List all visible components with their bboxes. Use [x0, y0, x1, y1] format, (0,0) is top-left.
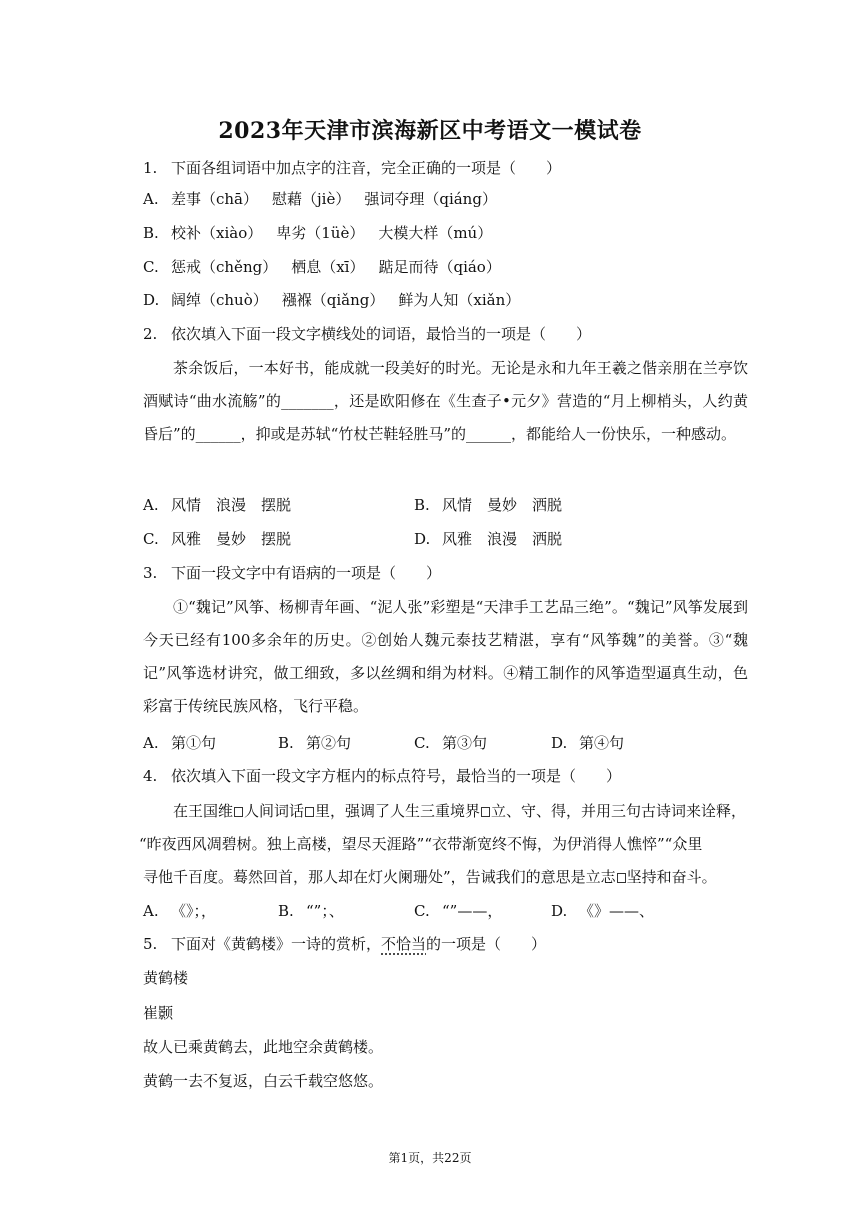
question-4: [143, 766, 621, 786]
option-part: 慰藉（jiè）: [272, 190, 351, 208]
question-number: 4.: [143, 767, 158, 785]
question-stem: 下面一段文字中有语病的一项是（ ）: [171, 564, 442, 582]
q3-option-b: [278, 733, 351, 753]
question-number: 5.: [143, 935, 158, 953]
passage-text: 人间词话: [244, 802, 305, 820]
option-text: 风雅 浪漫 洒脱: [442, 530, 563, 548]
q2-option-d: [414, 529, 562, 549]
question-2: [143, 324, 591, 344]
option-label: A.: [143, 190, 159, 208]
question-number: 3.: [143, 564, 158, 582]
question-stem: 依次填入下面一段文字方框内的标点符号，最恰当的一项是（ ）: [171, 767, 622, 785]
option-part: 惩戒（chěng）: [171, 258, 278, 276]
option-part: 踮足而待（qiáo）: [378, 258, 501, 276]
question-stem: 下面对《黄鹤楼》一诗的赏析，: [171, 935, 382, 953]
q1-option-d: [143, 290, 520, 310]
question-stem: 的一项是（ ）: [426, 935, 547, 953]
option-text: 风情 曼妙 洒脱: [442, 496, 563, 514]
option-label: D.: [143, 291, 160, 309]
option-part: 卑劣（1üè）: [276, 224, 365, 242]
option-label: D.: [551, 902, 568, 920]
q2-option-c: [143, 529, 291, 549]
q3-passage: ①“魏记”风筝、杨柳青年画、“泥人张”彩塑是“天津手工艺品三绝”。“魏记”风筝发展到今天已经有100多余年的历史。②创始人魏元泰技艺精湛，享有“风筝魏”的美誉。③“魏记”风筝选材讲究，做工细致，多以丝绸和绢为材料。④精工制作的风筝造型逼真生动，色彩富于传统民族风格，飞行平稳。: [143, 598, 748, 715]
question-number: 1.: [143, 159, 158, 177]
question-5: [143, 934, 546, 954]
option-label: B.: [414, 496, 430, 514]
option-label: A.: [143, 496, 159, 514]
q2-passage: 茶余饭后，一本好书，能成就一段美好的时光。无论是永和九年王羲之偕亲朋在兰亭饮酒赋诗“曲水流觞”的_______，还是欧阳修在《生查子•元夕》营造的“月上柳梢头，人约黄昏后”的______，抑或是苏轼“竹杖芒鞋轻胜马”的______，都能给人一份快乐，一种感动。: [143, 359, 748, 443]
option-label: A.: [143, 902, 159, 920]
poem-line: 黄鹤一去不复返，白云千载空悠悠。: [143, 1072, 384, 1090]
option-text: 风雅 曼妙 摆脱: [171, 530, 292, 548]
punctuation-box: [617, 873, 626, 883]
option-label: C.: [414, 734, 430, 752]
punctuation-box: [305, 807, 314, 817]
question-3: [143, 563, 441, 583]
question-stem: 依次填入下面一段文字横线处的词语，最恰当的一项是（ ）: [171, 325, 592, 343]
option-label: B.: [278, 902, 294, 920]
option-label: D.: [551, 734, 568, 752]
option-label: A.: [143, 734, 159, 752]
q4-option-a: [143, 901, 216, 921]
option-text: “”；、: [306, 902, 344, 920]
punctuation-box: [481, 807, 490, 817]
q1-option-a: [143, 189, 497, 209]
option-label: C.: [143, 530, 159, 548]
q3-option-a: [143, 733, 216, 753]
option-part: 栖息（xī）: [291, 258, 365, 276]
q4-passage-line-1: [173, 801, 746, 821]
punctuation-box: [234, 807, 243, 817]
option-text: 第①句: [171, 734, 217, 752]
passage-text: 在王国维: [173, 802, 234, 820]
q1-option-c: [143, 257, 501, 277]
poem-line: 故人已乘黄鹤去，此地空余黄鹤楼。: [143, 1038, 384, 1056]
q4-option-b: [278, 901, 344, 921]
q4-passage-line-3: [143, 867, 717, 887]
option-text: 第②句: [306, 734, 352, 752]
option-label: C.: [414, 902, 430, 920]
page-footer: 第1页，共22页: [388, 1151, 472, 1165]
option-label: B.: [143, 224, 159, 242]
emphasis-dotted: 不恰当: [381, 935, 427, 953]
passage-text: 里，强调了人生三重境界: [315, 802, 481, 820]
q2-option-b: [414, 495, 562, 515]
option-part: 鲜为人知（xiǎn）: [398, 291, 521, 309]
q2-option-a: [143, 495, 291, 515]
question-1: [143, 158, 561, 178]
option-text: 第③句: [442, 734, 488, 752]
q3-option-d: [551, 733, 624, 753]
option-text: “”——，: [442, 902, 503, 920]
option-part: 大模大样（mú）: [378, 224, 493, 242]
poem-author: 崔颢: [143, 1004, 174, 1022]
question-number: 2.: [143, 325, 158, 343]
option-text: 第④句: [579, 734, 625, 752]
option-text: 风情 浪漫 摆脱: [171, 496, 292, 514]
passage-text: 寻他千百度。蓦然回首，那人却在灯火阑珊处”，告诫我们的意思是立志: [143, 868, 616, 886]
option-part: 校补（xiào）: [171, 224, 263, 242]
option-part: 强词夺理（qiáng）: [364, 190, 497, 208]
passage-text: 坚持和奋斗。: [626, 868, 717, 886]
page-title: 2023年天津市滨海新区中考语文一模试卷: [218, 118, 642, 144]
option-label: B.: [278, 734, 294, 752]
option-part: 襁褓（qiǎng）: [281, 291, 385, 309]
option-label: D.: [414, 530, 431, 548]
poem-title: 黄鹤楼: [143, 969, 189, 987]
q1-option-b: [143, 223, 492, 243]
q4-passage-line-2: “昨夜西风凋碧树。独上高楼，望尽天涯路”“衣带渐宽终不悔，为伊消得人憔悴”“众里: [139, 835, 703, 853]
q3-option-c: [414, 733, 487, 753]
option-part: 阔绰（chuò）: [171, 291, 268, 309]
q4-option-c: [414, 901, 502, 921]
option-text: 《》；，: [171, 902, 217, 920]
question-stem: 下面各组词语中加点字的注音，完全正确的一项是（ ）: [171, 159, 562, 177]
q4-option-d: [551, 901, 654, 921]
option-text: 《》——、: [579, 902, 655, 920]
option-label: C.: [143, 258, 159, 276]
passage-text: 立、守、得，并用三句古诗词来诠释，: [491, 802, 747, 820]
option-part: 差事（chā）: [171, 190, 259, 208]
